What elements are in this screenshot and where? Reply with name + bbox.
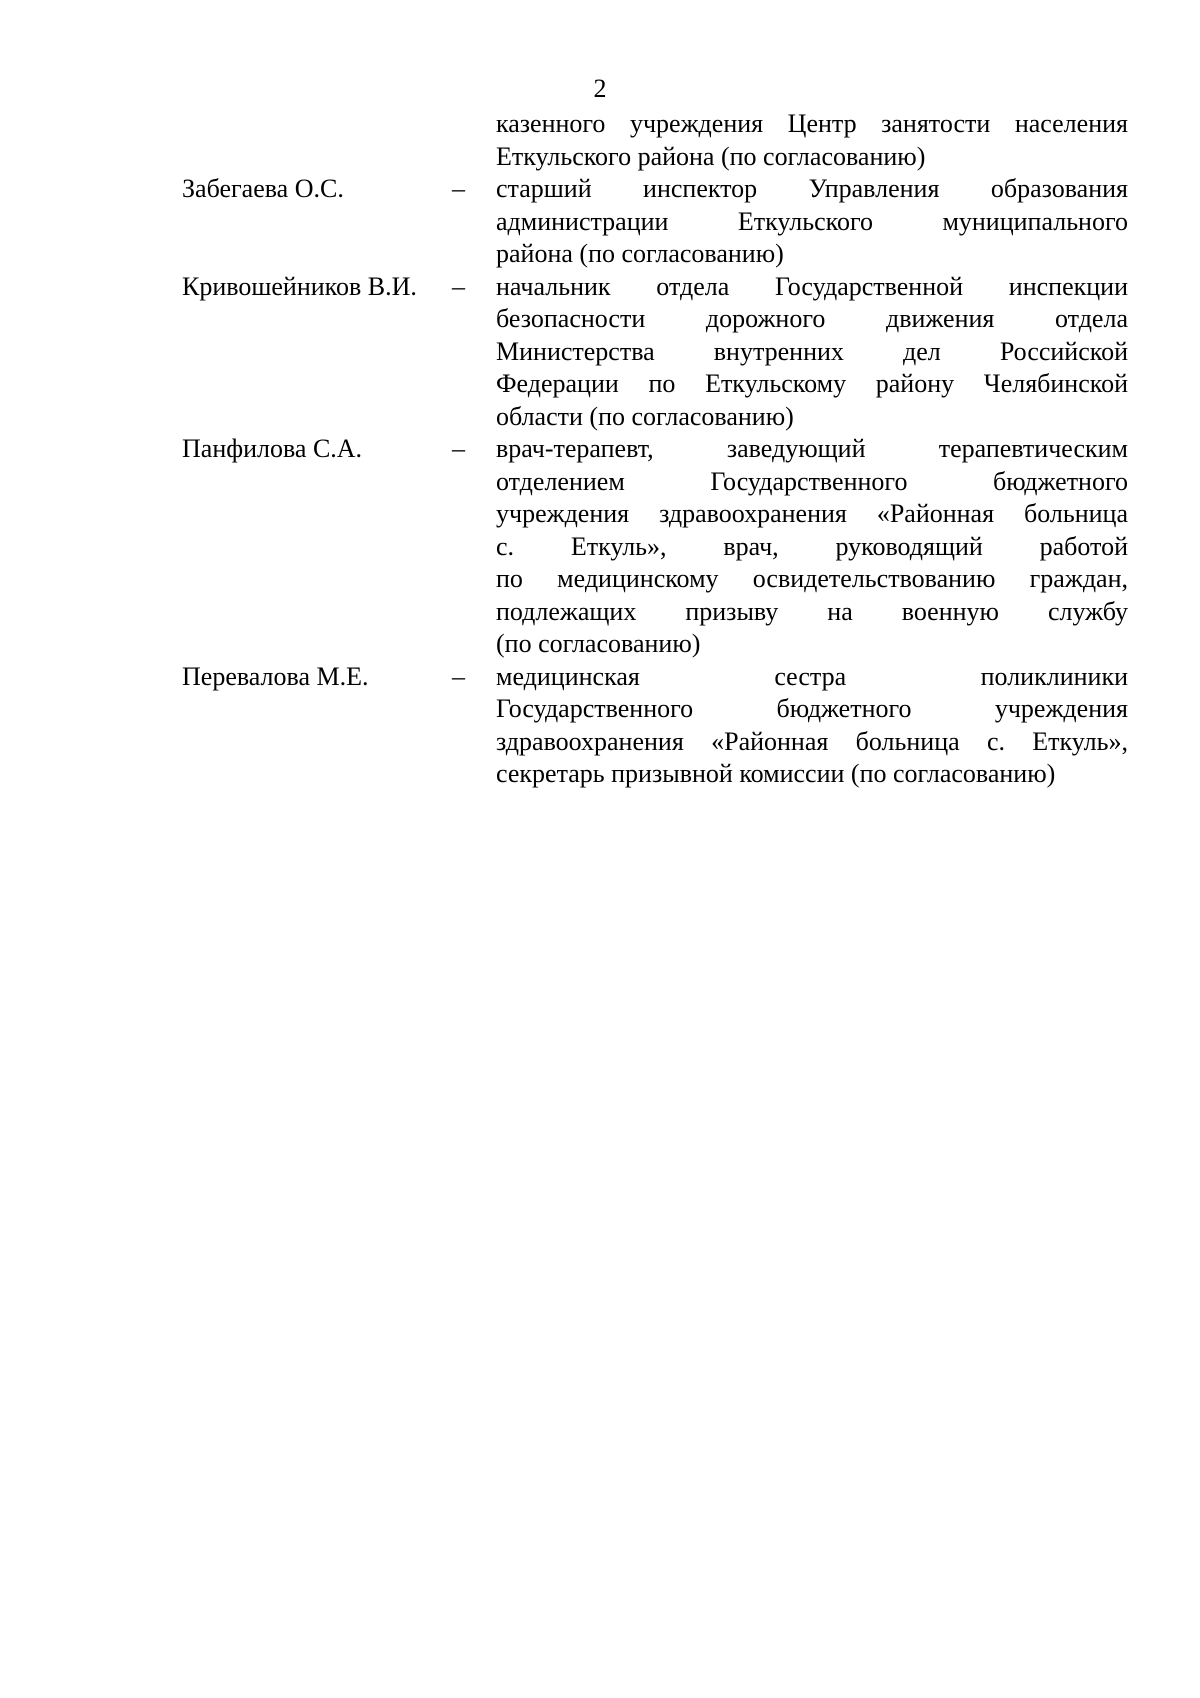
member-description bbox=[496, 271, 1128, 434]
description-line: Государственного бюджетного учреждения bbox=[496, 694, 1128, 723]
dash-separator: – bbox=[452, 174, 465, 203]
page-number: 2 bbox=[593, 74, 607, 103]
description-line: старший инспектор Управления образования bbox=[496, 174, 1128, 203]
description-line: здравоохранения «Районная больница с. Еткуль», bbox=[496, 726, 1128, 756]
description-line: казенного учреждения Центр занятости населения bbox=[496, 109, 1128, 138]
description-line: Еткульского района (по согласованию) bbox=[496, 141, 926, 171]
description-line: по медицинскому освидетельствованию граждан, bbox=[496, 564, 1128, 593]
description-line: врач-терапевт, заведующий терапевтическим bbox=[496, 434, 1128, 463]
member-description bbox=[496, 661, 1128, 791]
description-line: Федерации по Еткульскому району Челябинской bbox=[496, 369, 1128, 398]
description-line: района (по согласованию) bbox=[496, 239, 784, 268]
description-line: подлежащих призыву на военную службу bbox=[496, 596, 1128, 626]
description-line: с. Еткуль», врач, руководящий работой bbox=[496, 531, 1128, 561]
member-name: Кривошейников В.И. bbox=[182, 271, 417, 301]
member-entry bbox=[182, 661, 1128, 791]
commission-roster bbox=[182, 108, 1128, 791]
dash-separator: – bbox=[452, 661, 465, 691]
description-line: медицинская сестра поликлиники bbox=[496, 661, 1128, 691]
description-line: секретарь призывной комиссии (по согласованию) bbox=[496, 759, 1056, 788]
description-line: области (по согласованию) bbox=[496, 401, 794, 431]
description-line: начальник отдела Государственной инспекции bbox=[496, 271, 1128, 301]
member-description bbox=[496, 433, 1128, 661]
continuation-entry bbox=[182, 108, 1128, 173]
dash-separator: – bbox=[452, 434, 465, 463]
description-line: Министерства внутренних дел Российской bbox=[496, 336, 1128, 366]
member-name: Перевалова М.Е. bbox=[182, 661, 369, 691]
member-name: Забегаева О.С. bbox=[182, 174, 344, 203]
member-entry bbox=[182, 433, 1128, 661]
member-entry bbox=[182, 173, 1128, 271]
dash-separator: – bbox=[452, 271, 465, 301]
description-line: администрации Еткульского муниципального bbox=[496, 206, 1128, 236]
description-line: (по согласованию) bbox=[496, 629, 701, 658]
member-entry bbox=[182, 271, 1128, 434]
member-name: Панфилова С.А. bbox=[182, 434, 363, 463]
description-line: безопасности дорожного движения отдела bbox=[496, 304, 1128, 333]
member-description bbox=[496, 108, 1128, 173]
description-line: учреждения здравоохранения «Районная больница bbox=[496, 499, 1128, 528]
member-description bbox=[496, 173, 1128, 271]
description-line: отделением Государственного бюджетного bbox=[496, 466, 1128, 496]
